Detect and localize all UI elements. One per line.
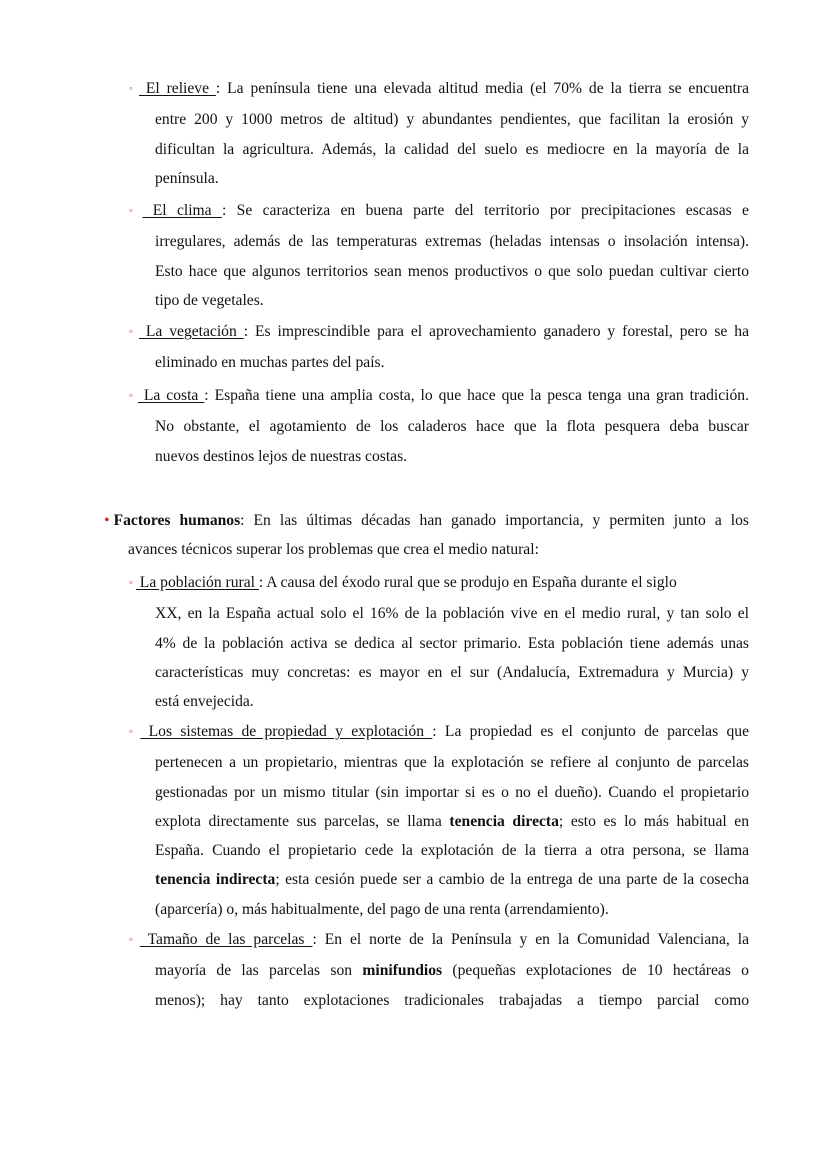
term-clima: El clima: [142, 202, 222, 219]
circle-bullet-icon: ◦: [129, 205, 140, 217]
term-tamano-parcelas: Tamaño de las parcelas: [139, 931, 313, 948]
circle-bullet-icon: ◦: [129, 934, 137, 946]
term-sistemas-propiedad: Los sistemas de propiedad y explotación: [140, 723, 433, 740]
circle-bullet-icon: ◦: [129, 390, 135, 402]
list-item-sistemas-propiedad: ◦ Los sistemas de propiedad y explotación : La propiedad es el conjunto de parcelas que pertenecen a un propietario, mientras que la explotación se refiere al conjunto de parcelas gestionadas por un mismo titular (sin importar si es o no el dueño). Cuando el propietario explota directamente sus parcelas, se llama tenencia directa; esto es lo más habitual en España. Cuando el propietario cede la explotación de la tierra a otra persona, se llama tenencia indirecta; esta cesión puede ser a cambio de la entrega de una parte de la cosecha (aparcería) o, más habitualmente, del pago de una renta (arrendamiento).: [129, 723, 750, 918]
term-costa: La costa: [137, 387, 205, 404]
term-tenencia-indirecta: tenencia indirecta: [155, 871, 276, 889]
list-item-poblacion-rural: ◦ La población rural : A causa del éxodo rural que se produjo en España durante el siglo XX, en la España actual solo el 16% de la población vive en el medio rural, y tan solo el 4% de la población activa se dedica al sector primario. Esta población tiene además unas características muy concretas: es mayor en el sur (Andalucía, Extremadura y Murcia) y está envejecida.: [129, 574, 749, 711]
term-vegetacion: La vegetación: [138, 323, 244, 340]
heading-factores-humanos: Factores humanos: [113, 512, 241, 529]
list-item-clima: ◦ El clima : Se caracteriza en buena parte del territorio por precipitaciones escasas e irregulares, además de las temperaturas extremas (heladas intensas o insolación intensa). Esto hace que algunos territorios sean menos productivos o que solo puedan cultivar cierto tipo de vegetales.: [129, 202, 749, 309]
term-poblacion-rural: La población rural: [135, 574, 259, 591]
filled-bullet-icon: •: [104, 512, 110, 529]
circle-bullet-icon: ◦: [129, 83, 136, 95]
list-item-tamano-parcelas: ◦ Tamaño de las parcelas : En el norte de la Península y en la Comunidad Valenciana, la mayoría de las parcelas son minifundios (pequeñas explotaciones de 10 hectáreas o menos); hay tanto explotaciones tradicionales trabajadas a tiempo parcial como: [129, 931, 749, 1009]
list-item-costa: ◦ La costa : España tiene una amplia costa, lo que hace que la pesca tenga una gran tradición. No obstante, el agotamiento de los caladeros hace que la flota pesquera deba buscar nuevos destinos lejos de nuestras costas.: [129, 387, 749, 465]
list-item-vegetacion: ◦ La vegetación : Es imprescindible para el aprovechamiento ganadero y forestal, pero se ha eliminado en muchas partes del país.: [129, 323, 749, 372]
term-relieve: El relieve: [138, 80, 216, 97]
circle-bullet-icon: ◦: [129, 577, 133, 589]
circle-bullet-icon: ◦: [129, 726, 138, 738]
term-tenencia-directa: tenencia directa: [449, 812, 559, 830]
list-item-relieve: ◦ El relieve : La península tiene una elevada altitud media (el 70% de la tierra se encuentra entre 200 y 1000 metros de altitud) y abundantes pendientes, que facilitan la erosión y dificultan la agricultura. Además, la calidad del suelo es mediocre en la mayoría de la península.: [129, 80, 750, 187]
term-minifundios: minifundios: [362, 962, 443, 980]
list-item-factores-humanos: • Factores humanos: En las últimas décadas han ganado importancia, y permiten junto a los avances técnicos superar los problemas que crea el medio natural:: [104, 512, 749, 559]
circle-bullet-icon: ◦: [129, 326, 136, 338]
